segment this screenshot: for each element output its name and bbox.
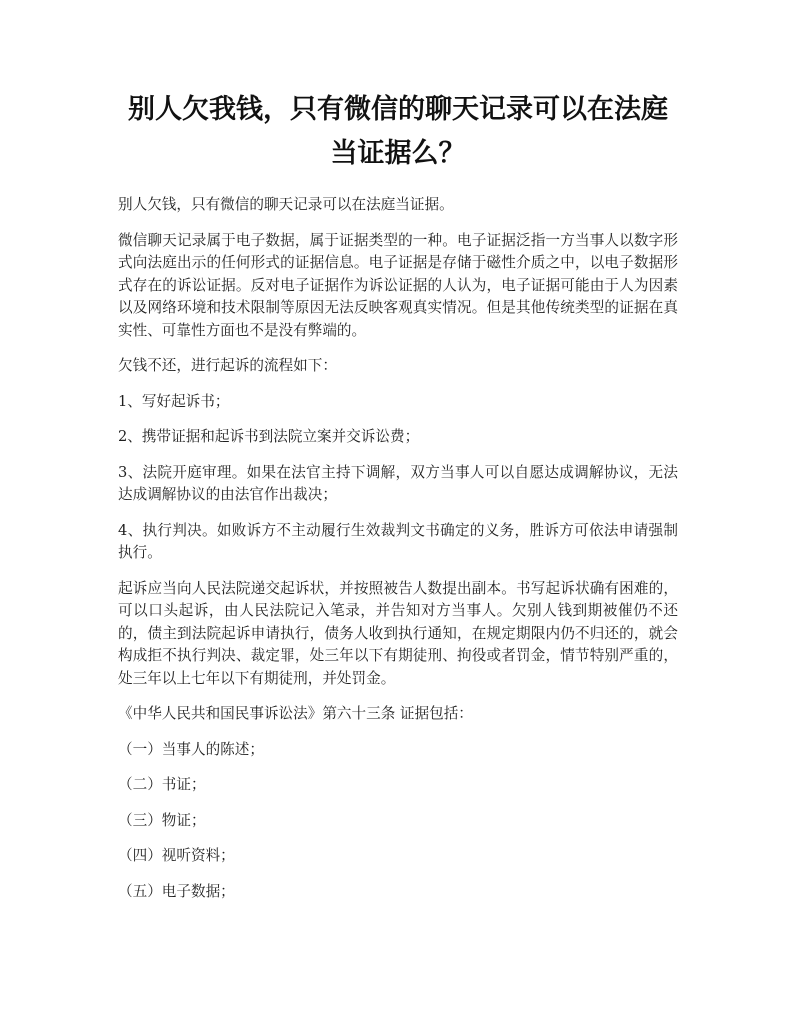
paragraph-answer: 别人欠钱，只有微信的聊天记录可以在法庭当证据。 [118, 196, 454, 213]
evidence-item-1: （一）当事人的陈述； [118, 740, 264, 758]
procedure-step-1: 1、写好起诉书； [118, 392, 230, 410]
procedure-step-3: 3、法院开庭审理。如果在法官主持下调解，双方当事人可以自愿达成调解协议，无法达成调解协议的由法官作出裁决； [118, 463, 678, 503]
evidence-item-5: （五）电子数据； [118, 882, 235, 900]
paragraph-lawsuit-filing: 起诉应当向人民法院递交起诉状，并按照被告人数提出副本。书写起诉状确有困难的，可以口头起诉，由人民法院记入笔录，并告知对方当事人。欠别人钱到期被催仍不还的，债主到法院起诉申请执行，债务人收到执行通知，在规定期限内仍不归还的，就会构成拒不执行判决、裁定罪，处三年以下有期徒刑、拘役或者罚金，情节特别严重的，处三年以上七年以下有期徒刑，并处罚金。 [118, 579, 678, 687]
paragraph-law-citation: 《中华人民共和国民事诉讼法》第六十三条 证据包括： [118, 705, 473, 722]
document-title: 别人欠我钱，只有微信的聊天记录可以在法庭当证据么？ [128, 94, 668, 169]
paragraph-procedure-intro: 欠钱不还，进行起诉的流程如下： [118, 357, 337, 374]
procedure-step-4: 4、执行判决。如败诉方不主动履行生效裁判文书确定的义务，胜诉方可依法申请强制执行。 [118, 521, 678, 561]
procedure-step-2: 2、携带证据和起诉书到法院立案并交诉讼费； [118, 428, 420, 445]
evidence-item-3: （三）物证； [118, 811, 206, 829]
evidence-item-2: （二）书证； [118, 776, 206, 793]
evidence-item-4: （四）视听资料； [118, 847, 235, 864]
paragraph-electronic-evidence: 微信聊天记录属于电子数据，属于证据类型的一种。电子证据泛指一方当事人以数字形式向法庭出示的任何形式的证据信息。电子证据是存储于磁性介质之中，以电子数据形式存在的诉讼证据。反对电子证据作为诉讼证据的人认为，电子证据可能由于人为因素以及网络环境和技术限制等原因无法反映客观真实情况。但是其他传统类型的证据在真实性、可靠性方面也不是没有弊端的。 [118, 231, 678, 339]
